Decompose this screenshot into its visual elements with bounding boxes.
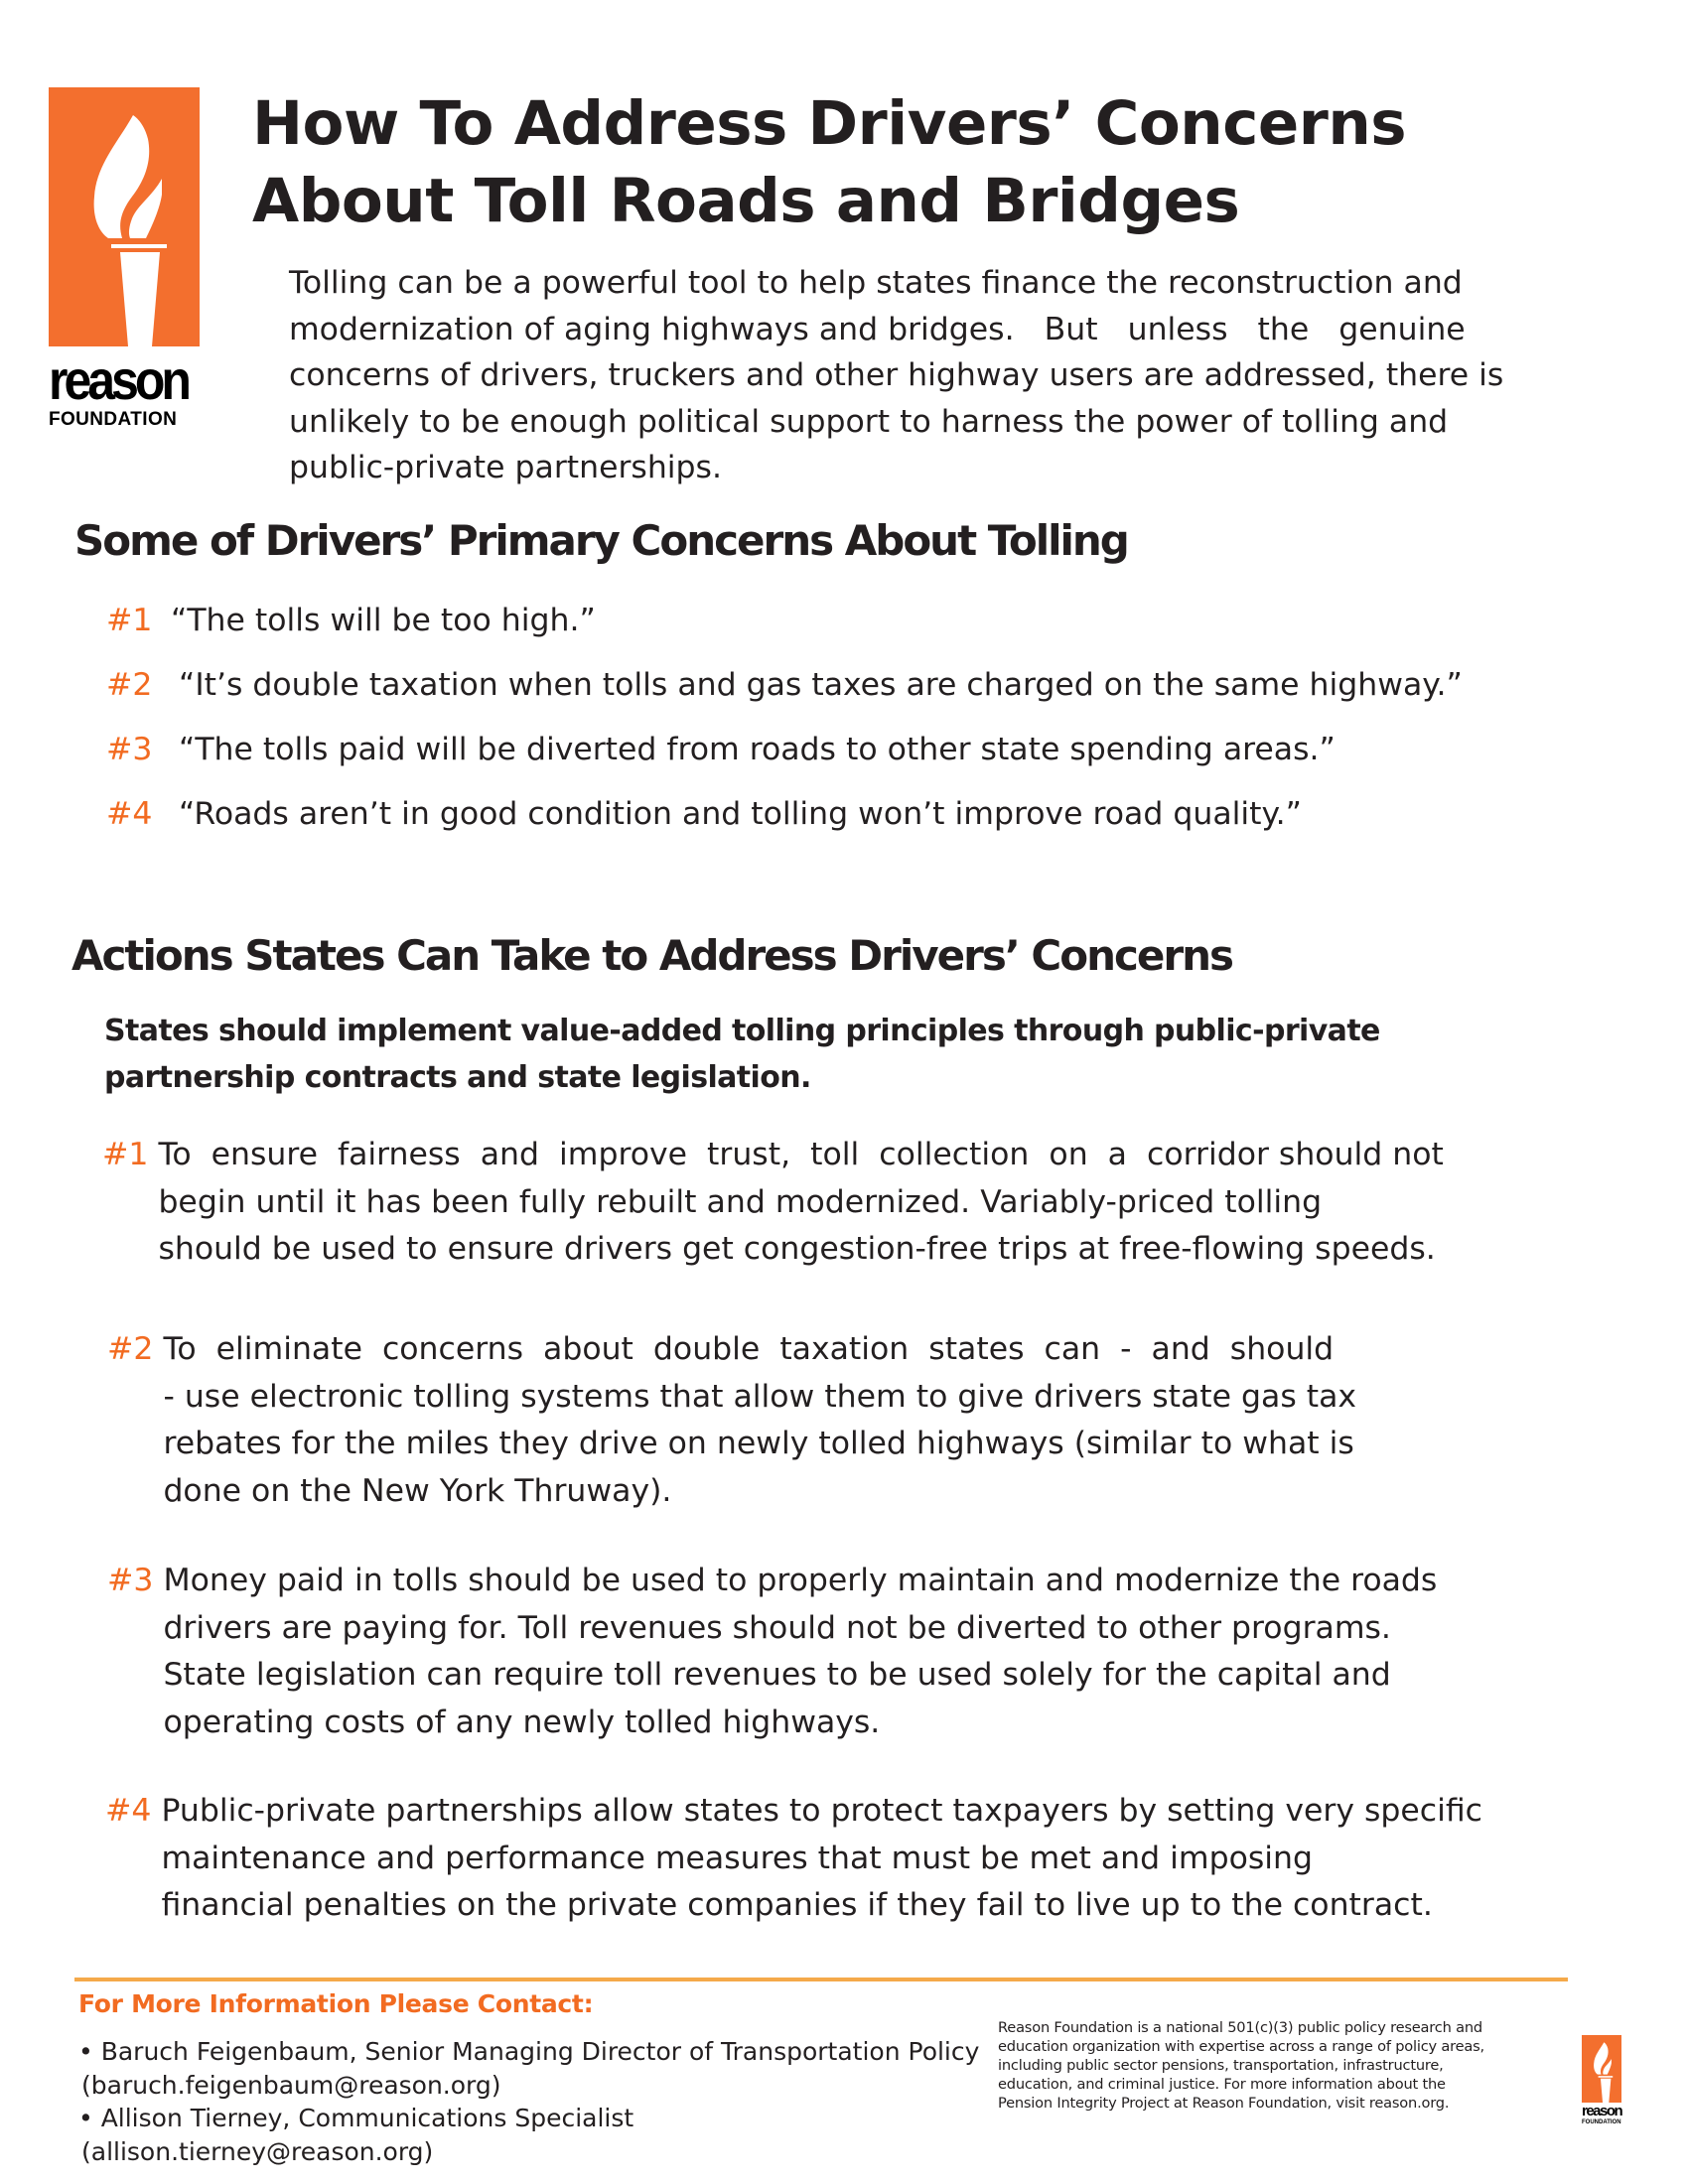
footer-logo — [1582, 2035, 1621, 2126]
about-reason-foundation — [998, 2018, 1534, 2113]
contact-name-title: • Allison Tierney, Communications Specialist — [78, 2104, 634, 2132]
footer-logo-wordmark: reason — [1582, 2103, 1622, 2119]
action-number: #4 — [105, 1793, 152, 1829]
action-line: maintenance and performance measures that must be met and imposing — [161, 1840, 1313, 1876]
concerns-list — [106, 601, 1463, 859]
contact-list — [78, 2035, 979, 2168]
intro-line: modernization of aging highways and bridges. But unless the genuine — [289, 311, 1466, 347]
action-line: To ensure fairness and improve trust, toll collection on a corridor should not — [158, 1137, 1444, 1172]
torch-icon — [49, 87, 200, 346]
concern-text: “The tolls paid will be diverted from roads to other state spending areas.” — [179, 732, 1336, 767]
lede-line: partnership contracts and state legislation. — [104, 1060, 811, 1095]
about-line: Reason Foundation is a national 501(c)(3) public policy research and — [998, 2019, 1482, 2036]
contact-name-title: • Baruch Feigenbaum, Senior Managing Director of Transportation Policy — [78, 2037, 980, 2066]
action-line: done on the New York Thruway). — [163, 1472, 672, 1509]
action-number: #2 — [107, 1331, 154, 1367]
intro-line: unlikely to be enough political support to harness the power of tolling and — [289, 403, 1449, 440]
action-line: should be used to ensure drivers get congestion-free trips at free-flowing speeds. — [158, 1231, 1436, 1267]
page-title — [252, 85, 1622, 240]
intro-line: Tolling can be a powerful tool to help states finance the reconstruction and — [289, 265, 1463, 301]
action-line: rebates for the miles they drive on newly tolled highways (similar to what is — [163, 1426, 1354, 1461]
actions-heading: Actions States Can Take to Address Drivers’ Concerns — [71, 931, 1232, 980]
title-line-1: How To Address Drivers’ Concerns — [252, 88, 1407, 159]
concern-text: “The tolls will be too high.” — [171, 603, 596, 638]
concern-number: #3 — [106, 732, 153, 767]
concerns-heading: Some of Drivers’ Primary Concerns About Tolling — [74, 516, 1128, 565]
contact-email-link[interactable]: (baruch.feigenbaum@reason.org) — [81, 2070, 501, 2100]
action-line: To eliminate concerns about double taxation states can - and should — [163, 1331, 1335, 1367]
intro-paragraph — [289, 260, 1565, 491]
logo-wordmark: reason — [49, 348, 188, 412]
action-line: financial penalties on the private companies if they fail to live up to the contract. — [161, 1887, 1433, 1923]
contact-email-link[interactable]: (allison.tierney@reason.org) — [81, 2136, 434, 2166]
action-item — [102, 1132, 1444, 1274]
footer-logo-subtitle: FOUNDATION — [1582, 2119, 1621, 2125]
torch-icon — [1582, 2035, 1621, 2103]
action-line: begin until it has been fully rebuilt and modernized. Variably-priced tolling — [158, 1183, 1323, 1220]
action-number: #3 — [107, 1563, 154, 1598]
about-line: including public sector pensions, transportation, infrastructure, — [998, 2057, 1444, 2074]
about-line: Pension Integrity Project at Reason Foundation, visit reason.org. — [998, 2095, 1450, 2112]
action-line: - use electronic tolling systems that allow them to give drivers state gas tax — [163, 1378, 1357, 1415]
concern-item — [106, 794, 1463, 859]
concern-text: “It’s double taxation when tolls and gas taxes are charged on the same highway.” — [179, 667, 1463, 703]
action-line: State legislation can require toll revenues to be used solely for the capital and — [163, 1657, 1391, 1693]
concern-number: #1 — [106, 603, 153, 638]
action-line: Money paid in tolls should be used to properly maintain and modernize the roads — [163, 1563, 1438, 1598]
logo-subtitle: FOUNDATION — [49, 409, 178, 430]
action-number: #1 — [102, 1137, 149, 1172]
contact-heading: For More Information Please Contact: — [78, 1989, 594, 2018]
concern-text: “Roads aren’t in good condition and tolling won’t improve road quality.” — [179, 796, 1302, 832]
concern-number: #2 — [106, 667, 153, 703]
footer-divider — [74, 1978, 1568, 1981]
intro-line: public-private partnerships. — [289, 450, 722, 485]
concern-item — [106, 730, 1463, 794]
action-item — [107, 1326, 1356, 1515]
lede-line: States should implement value-added tolling principles through public-private — [104, 1014, 1380, 1048]
concern-item — [106, 665, 1463, 730]
about-line: education, and criminal justice. For more information about the — [998, 2076, 1446, 2093]
action-line: drivers are paying for. Toll revenues should not be diverted to other programs. — [163, 1609, 1391, 1646]
title-line-2: About Toll Roads and Bridges — [252, 166, 1240, 236]
action-item — [107, 1558, 1437, 1746]
about-line: education organization with expertise across a range of policy areas, — [998, 2038, 1484, 2055]
intro-line: concerns of drivers, truckers and other highway users are addressed, there is — [289, 357, 1504, 393]
action-item — [105, 1788, 1482, 1930]
actions-lede — [104, 1008, 1494, 1101]
action-line: operating costs of any newly tolled highways. — [163, 1704, 881, 1740]
reason-foundation-logo — [49, 87, 200, 431]
action-line: Public-private partnerships allow states to protect taxpayers by setting very specific — [161, 1793, 1483, 1829]
concern-item — [106, 601, 1463, 665]
concern-number: #4 — [106, 796, 153, 832]
